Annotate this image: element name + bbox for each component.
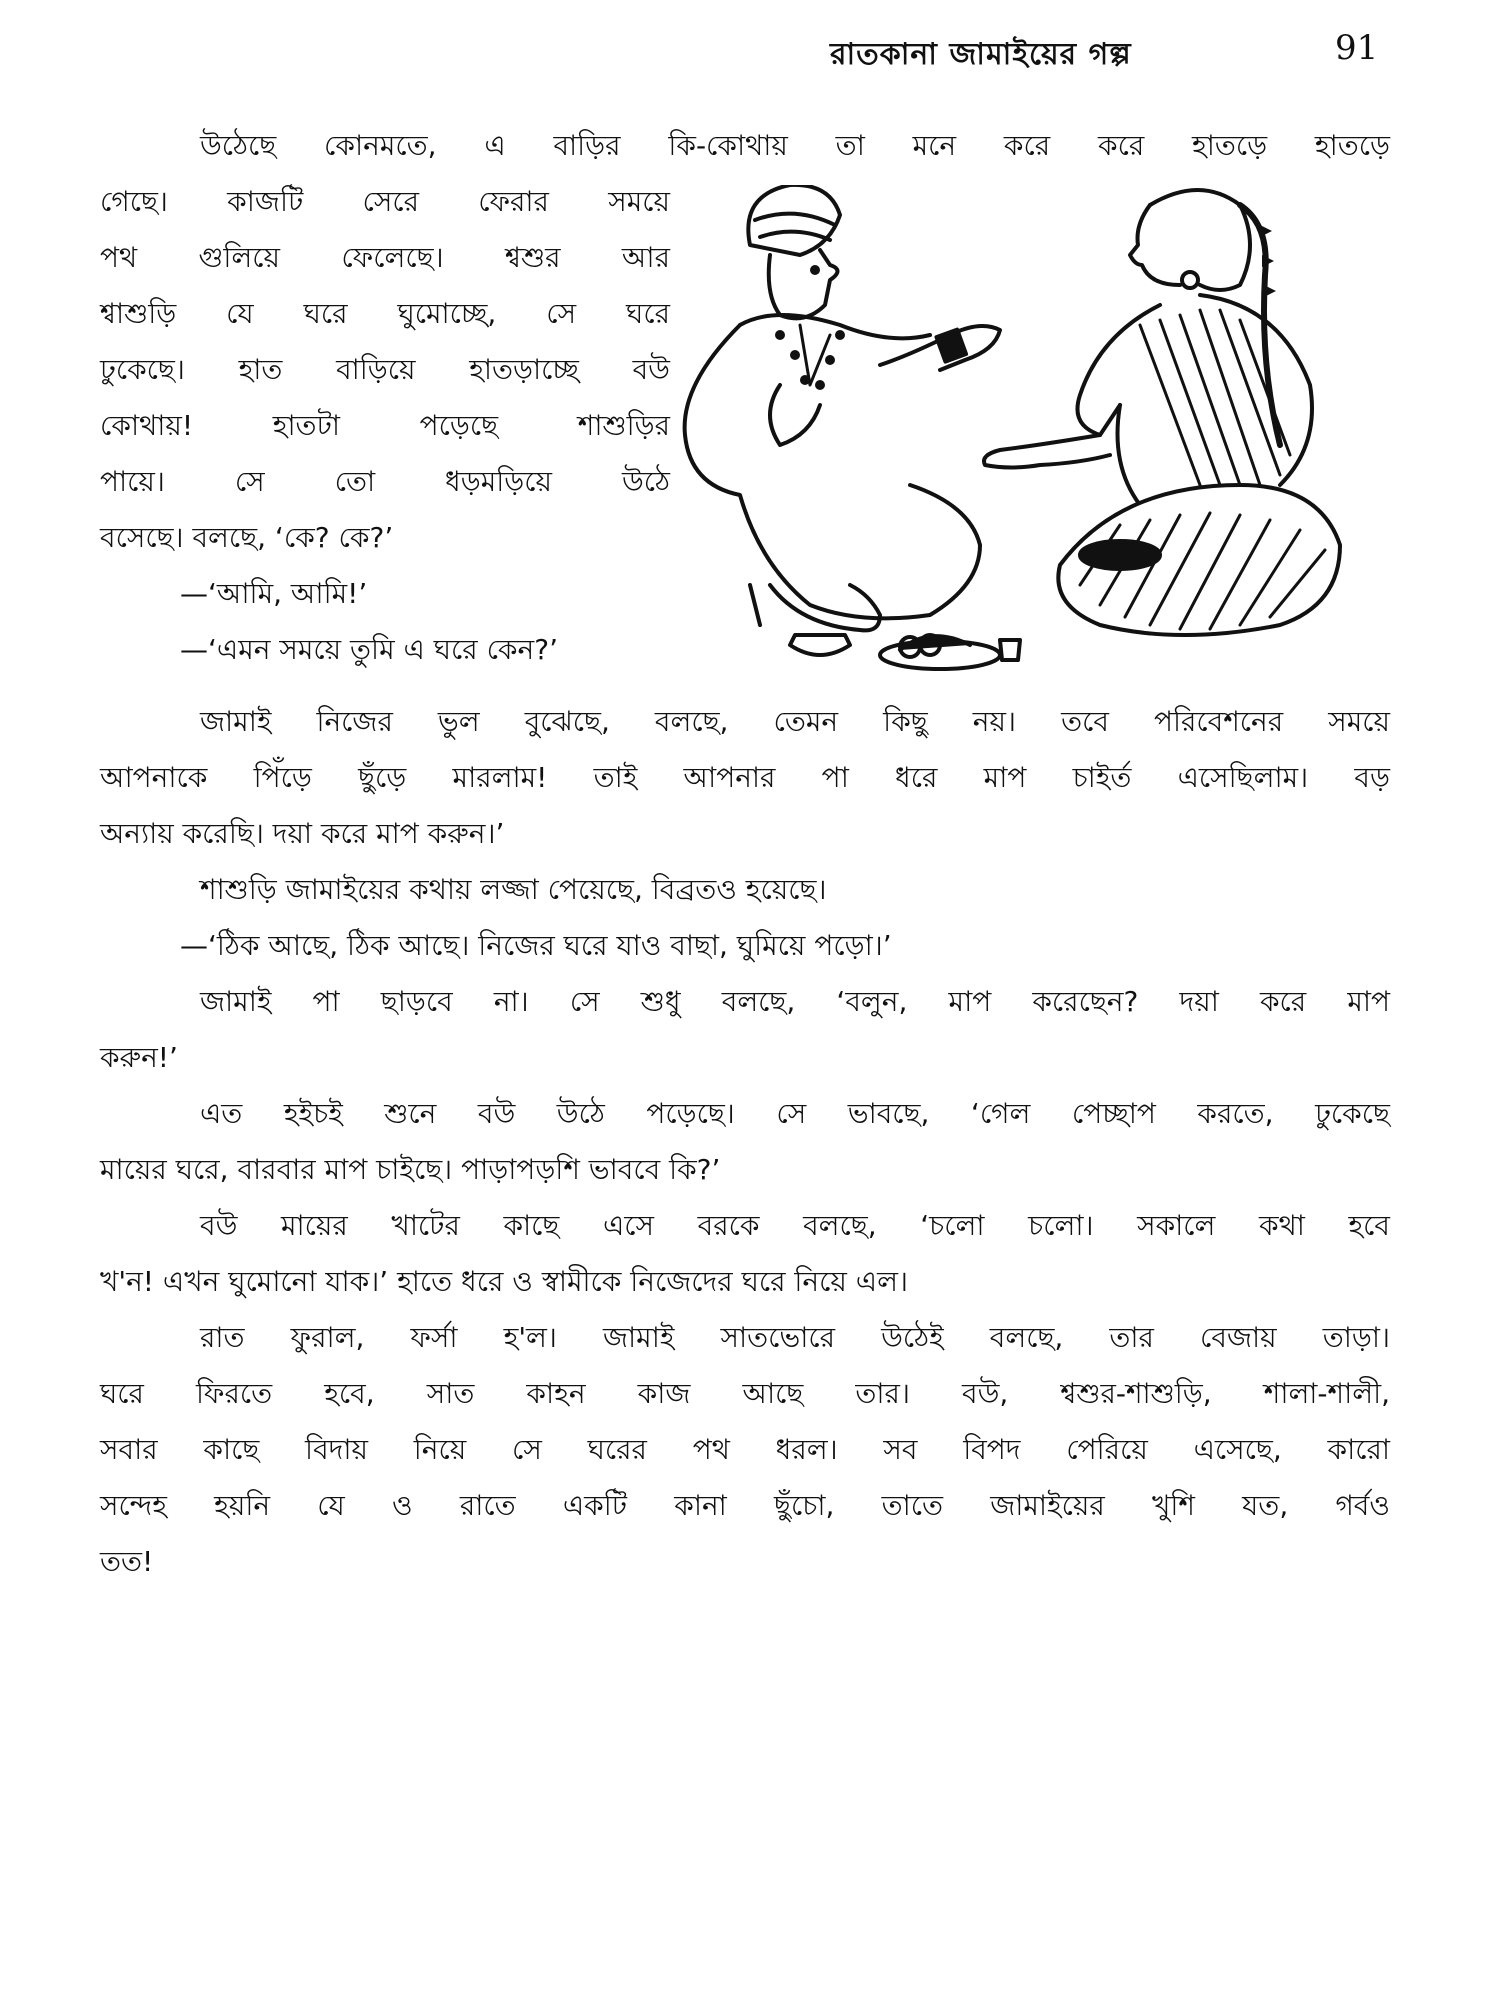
text-line: তত! [100, 1545, 154, 1578]
paragraph-main [100, 694, 1390, 1590]
text-line: পায়ে। সে তো ধড়মড়িয়ে উঠে [100, 465, 670, 498]
text-line: বউ মায়ের খাটের কাছে এসে বরকে বলছে, ‘চলো চলো। সকালে কথা হবে [200, 1209, 1390, 1242]
dialogue-line: —‘এমন সময়ে তুমি এ ঘরে কেন?’ [180, 633, 558, 666]
text-line: বসেছে। বলছে, ‘কে? কে?’ [100, 521, 394, 554]
page-number: 91 [1335, 28, 1379, 68]
text-line: এত হইচই শুনে বউ উঠে পড়েছে। সে ভাবছে, ‘গেল পেচ্ছাপ করতে, ঢুকেছে [200, 1097, 1390, 1130]
text-line: শ্বাশুড়ি যে ঘরে ঘুমোচ্ছে, সে ঘরে [100, 297, 670, 330]
text-line: ঘরে ফিরতে হবে, সাত কাহন কাজ আছে তার। বউ, শ্বশুর-শাশুড়ি, শালা-শালী, [100, 1377, 1390, 1410]
dialogue-line: —‘ঠিক আছে, ঠিক আছে। নিজের ঘরে যাও বাছা, ঘুমিয়ে পড়ো।’ [180, 929, 892, 962]
text-line: গেছে। কাজটি সেরে ফেরার সময়ে [100, 185, 670, 218]
text-line: সবার কাছে বিদায় নিয়ে সে ঘরের পথ ধরল। সব বিপদ পেরিয়ে এসেছে, কারো [100, 1433, 1390, 1466]
paragraph-wrap [100, 174, 670, 678]
text-line: শাশুড়ি জামাইয়ের কথায় লজ্জা পেয়েছে, বিব্রতও হয়েছে। [200, 873, 827, 906]
dialogue-line: —‘আমি, আমি!’ [180, 577, 368, 610]
text-line: খ'ন! এখন ঘুমোনো যাক।’ হাতে ধরে ও স্বামীকে নিজেদের ঘরে নিয়ে এল। [100, 1265, 908, 1298]
text-line: কোথায়! হাতটা পড়েছে শাশুড়ির [100, 409, 670, 442]
text-line: মায়ের ঘরে, বারবার মাপ চাইছে। পাড়াপড়শি ভাববে কি?’ [100, 1153, 721, 1186]
text-line: করুন!’ [100, 1041, 178, 1074]
story-illustration [680, 185, 1400, 685]
text-line: জামাই নিজের ভুল বুঝেছে, বলছে, তেমন কিছু নয়। তবে পরিবেশনের সময়ে [200, 705, 1390, 738]
text-line: ঢুকেছে। হাত বাড়িয়ে হাতড়াচ্ছে বউ [100, 353, 670, 386]
running-title: রাতকানা জামাইয়ের গল্প [830, 37, 1132, 72]
text-line: উঠেছে কোনমতে, এ বাড়ির কি-কোথায় তা মনে করে করে হাতড়ে হাতড়ে [200, 129, 1390, 162]
text-line: রাত ফুরাল, ফর্সা হ'ল। জামাই সাতভোরে উঠেই বলছে, তার বেজায় তাড়া। [200, 1321, 1390, 1354]
text-line: অন্যায় করেছি। দয়া করে মাপ করুন।’ [100, 817, 505, 850]
text-line: সন্দেহ হয়নি যে ও রাতে একটি কানা ছুঁচো, তাতে জামাইয়ের খুশি যত, গর্বও [100, 1489, 1390, 1522]
text-line: পথ গুলিয়ে ফেলেছে। শ্বশুর আর [100, 241, 670, 274]
paragraph-top [100, 118, 1390, 174]
text-line: জামাই পা ছাড়বে না। সে শুধু বলছে, ‘বলুন, মাপ করেছেন? দয়া করে মাপ [200, 985, 1390, 1018]
text-line: আপনাকে পিঁড়ে ছুঁড়ে মারলাম! তাই আপনার পা ধরে মাপ চাইর্ত এসেছিলাম। বড় [100, 761, 1390, 794]
